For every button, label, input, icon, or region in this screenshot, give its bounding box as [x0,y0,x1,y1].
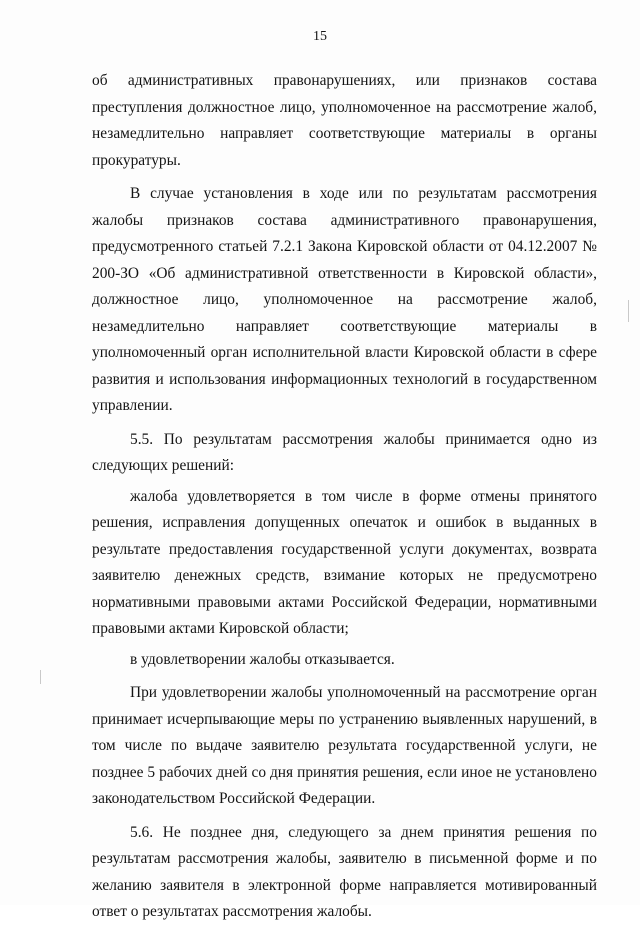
paragraph-complaint-satisfied: жалоба удовлетворяется в том числе в форме отмены принятого решения, исправления допущенных опечаток и ошибок в выданных в результате предоставления государственной услуги документах, возврата заявителю денежных средств, взимание которых не предусмотрено нормативными правовыми актами Российской Федерации, нормативными правовыми актами Кировской области; [92,487,597,637]
page-number: 15 [313,29,327,44]
paragraph-continuation: об административных правонарушениях, или признаков состава преступления должностное лицо, уполномоченное на рассмотрение жалоб, незамедлительно направляет соответствующие материалы в органы прокуратуры. [92,72,597,169]
document-body [92,68,597,926]
paragraph-5-6: 5.6. Не позднее дня, следующего за днем принятия решения по результатам рассмотрения жалобы, заявителю в письменной форме и по желанию заявителя в электронной форме направляется мотивированный ответ о результатах рассмотрения жалобы. [92,823,597,920]
scan-artifact [628,300,629,322]
paragraph-admin-offense: В случае установления в ходе или по результатам рассмотрения жалобы признаков состава административного правонарушения, предусмотренного статьей 7.2.1 Закона Кировской области от 04.12.2007 № 200-ЗО «Об административной ответственности в Кировской области», должностное лицо, уполномоченное на рассмотрение жалоб, незамедлительно направляет соответствующие материалы в уполномоченный орган исполнительной власти Кировской области в сфере развития и использования информационных технологий в государственном управлении. [92,185,597,414]
paragraph-complaint-refused: в удовлетворении жалобы отказывается. [130,650,395,668]
scan-artifact [40,670,41,684]
paragraph-measures: При удовлетворении жалобы уполномоченный на рассмотрение орган принимает исчерпывающие меры по устранению выявленных нарушений, в том числе по выдаче заявителю результата государственной услуги, не позднее 5 рабочих дней со дня принятия решения, если иное не установлено законодательством Российской Федерации. [92,684,597,807]
paragraph-5-5: 5.5. По результатам рассмотрения жалобы принимается одно из следующих решений: [92,430,597,474]
